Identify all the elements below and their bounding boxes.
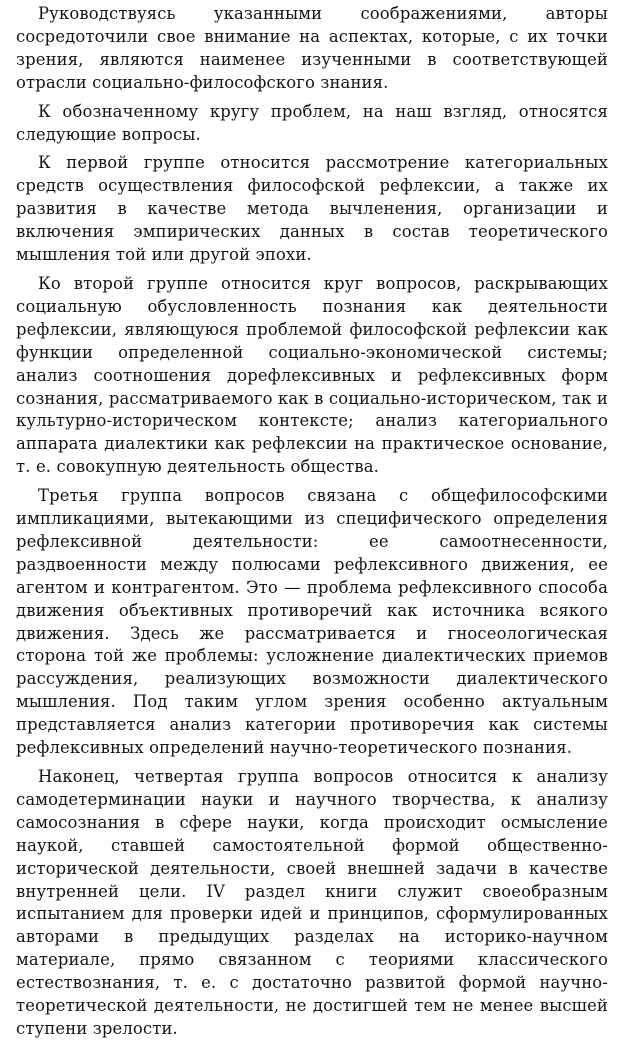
paragraph-6: Наконец, четвертая группа вопросов относится к анализу самодетерминации науки и научного творчества, к анализу самосознания в сфере науки, когда происходит осмысление наукой, ставшей самостоятельной формой общественно-исторической деятельности, своей внешней задачи в качестве внутренней цели. IV раздел книги служит своеобразным испытанием для проверки идей и принципов, сформулированных авторами в предыдущих разделах на историко-научном материале, прямо связанном с теориями классического естествознания, т. е. с достаточно развитой формой научно-теоретической деятельности, не достигшей тем не менее высшей ступени зрелости. [16,767,608,1038]
paragraph-4: Ко второй группе относится круг вопросов, раскрывающих социальную обусловленность познания как деятельности рефлексии, являющуюся проблемой философской рефлексии как функции определенной социально-экономической системы; анализ соотношения дорефлексивных и рефлексивных форм сознания, рассматриваемого как в социально-историческом, так и культурно-историческом контексте; анализ категориального аппарата диалектики как рефлексии на практическое основание, т. е. совокупную деятельность общества. [16,273,608,477]
paragraph-2: К обозначенному кругу проблем, на наш взгляд, относятся следующие вопросы. [16,101,608,144]
paragraph-5: Третья группа вопросов связана с общефилософскими импликациями, вытекающими из специфического определения рефлексивной деятельности: ее самоотнесенности, раздвоенности между полюсами рефлексивного движения, ее агентом и контрагентом. Это — проблема рефлексивного способа движения объективных противоречий как источника всякого движения. Здесь же рассматривается и гносеологическая сторона той же проблемы: усложнение диалектических приемов рассуждения, реализующих возможности диалектического мышления. Под таким углом зрения особенно актуальным представляется анализ категории противоречия как системы рефлексивных определений научно-теоретического познания. [16,486,608,758]
paragraph-1: Руководствуясь указанными соображениями, авторы сосредоточили свое внимание на аспектах, которые, с их точки зрения, являются наименее изученными в соответствующей отрасли социально-философского знания. [16,4,608,92]
paragraph-3: К первой группе относится рассмотрение категориальных средств осуществления философской рефлексии, а также их развития в качестве метода вычленения, организации и включения эмпирических данных в состав теоретического мышления той или другой эпохи. [16,153,608,265]
